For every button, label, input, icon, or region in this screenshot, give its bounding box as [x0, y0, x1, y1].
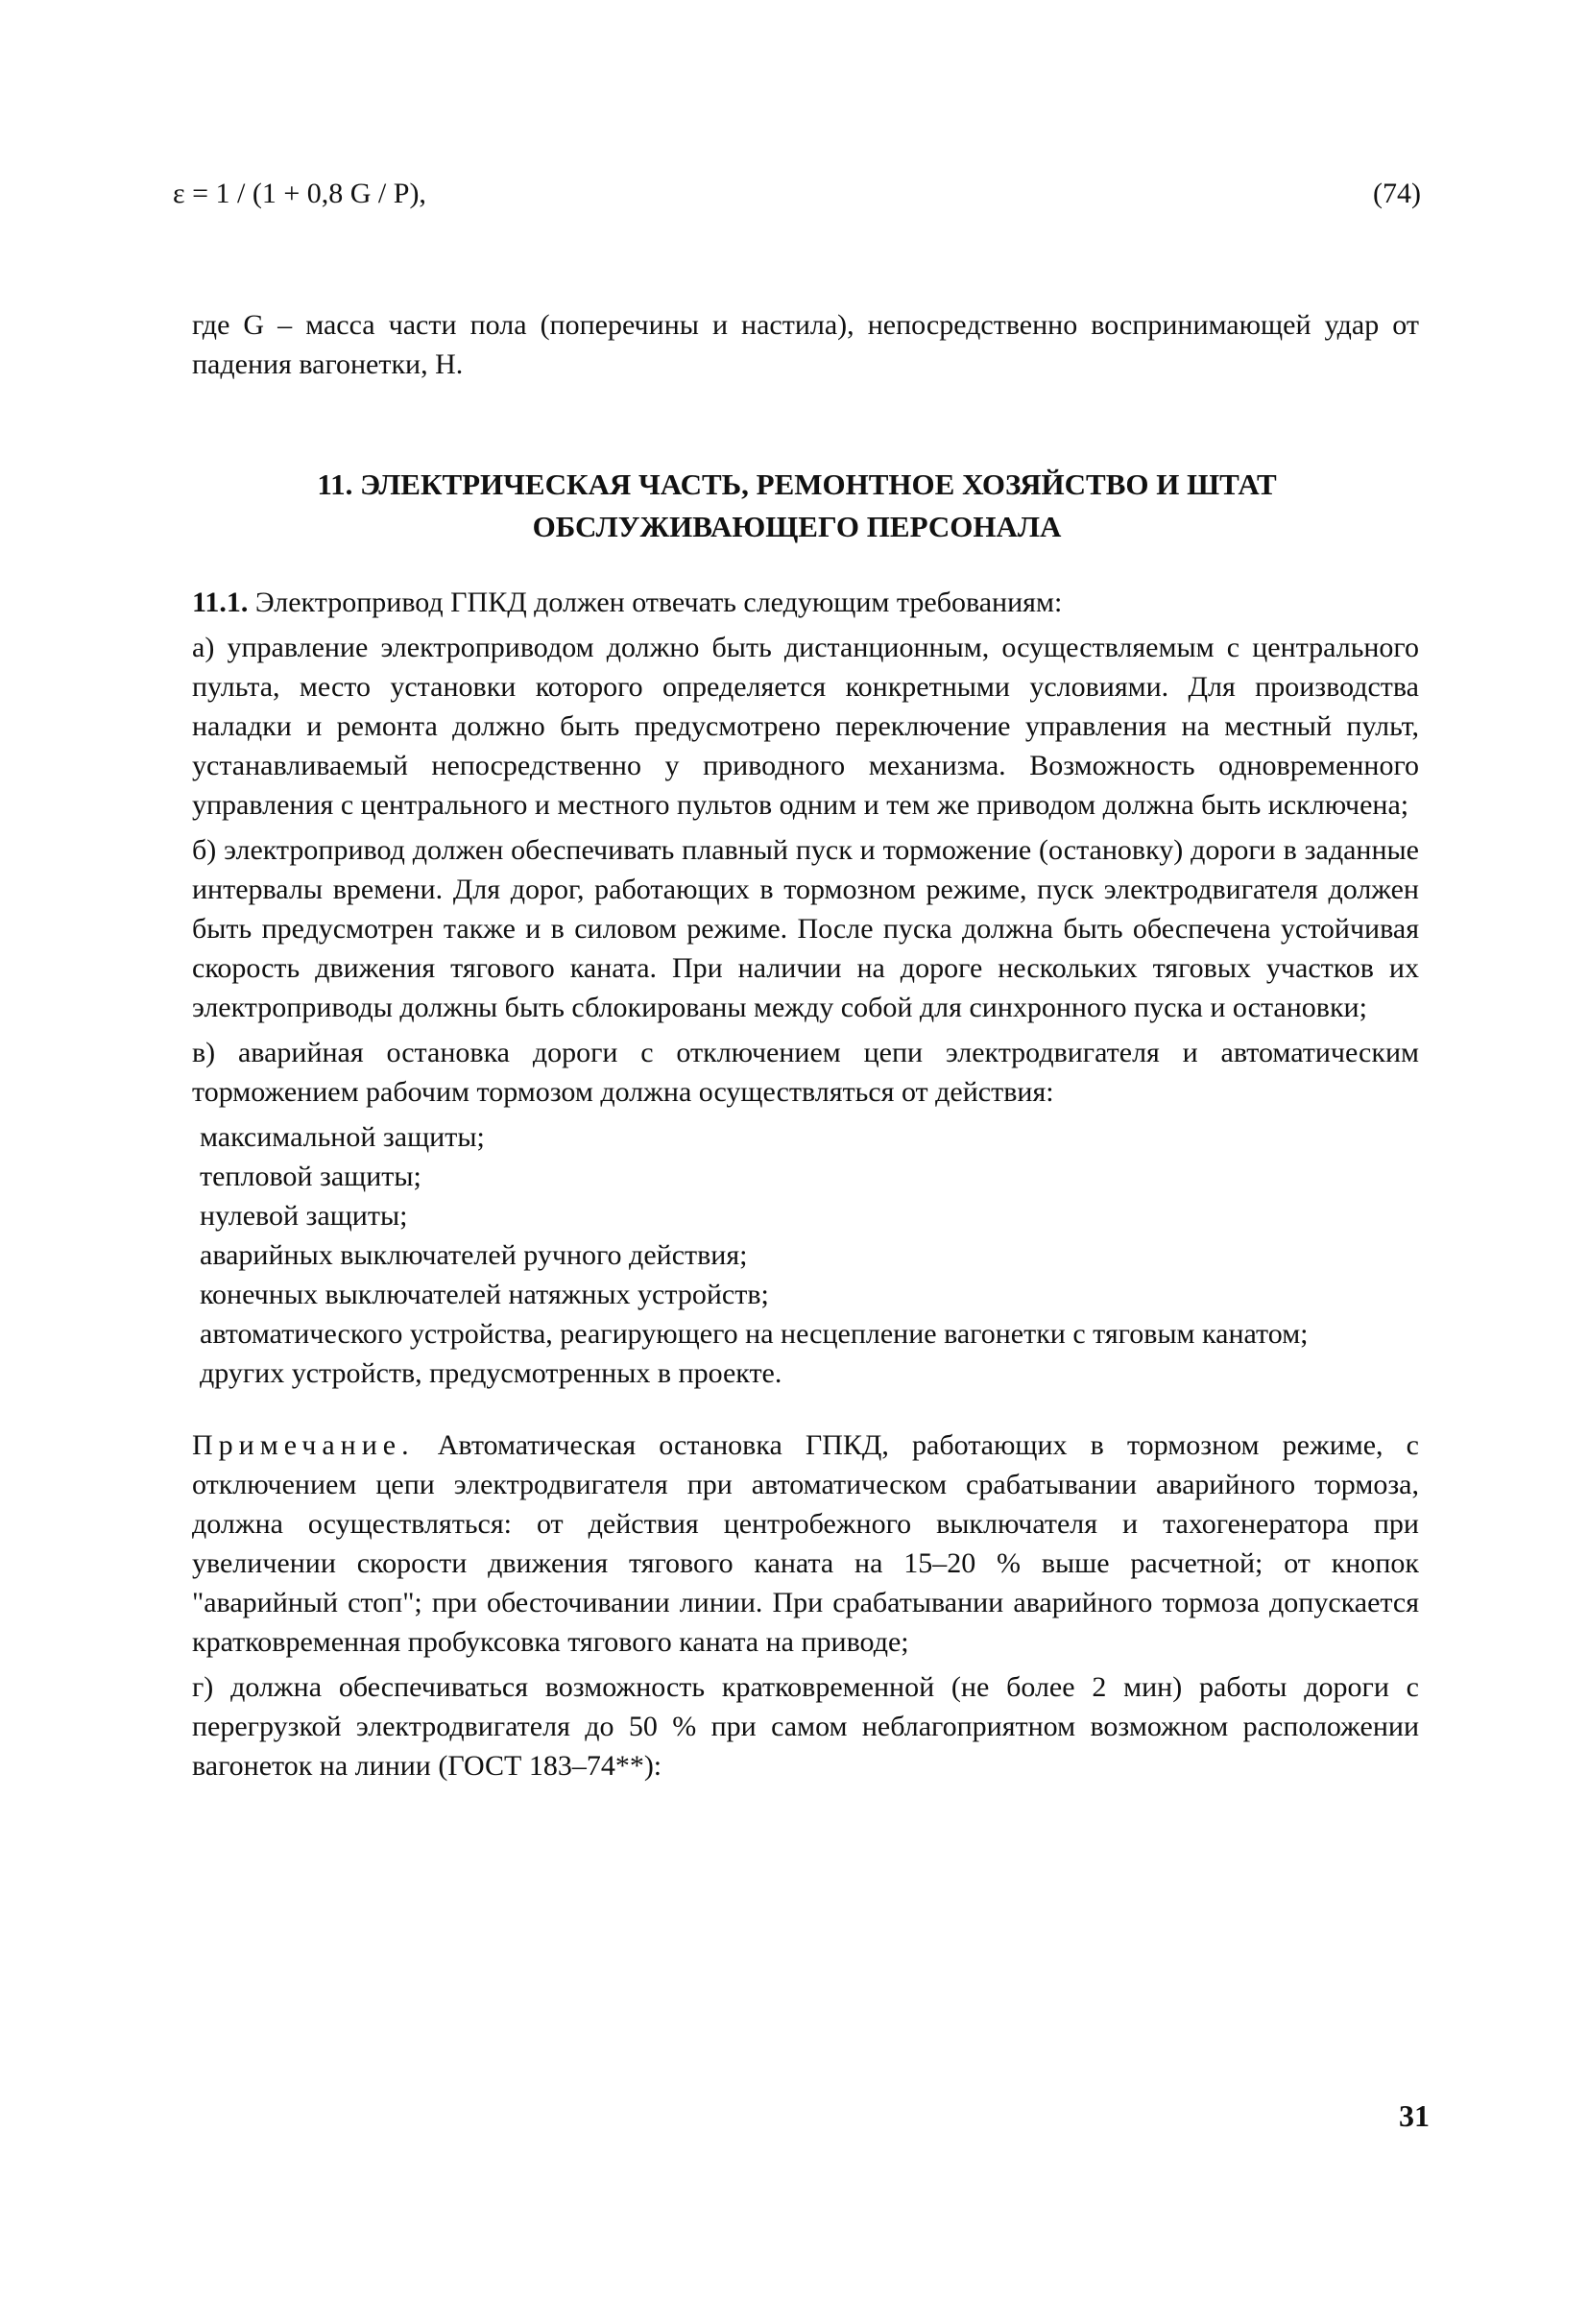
- note-label: Примечание.: [192, 1429, 415, 1461]
- item-a: а) управление электроприводом должно быть дистанционным, осуществляемым с центрального пульта, место установки которого определяется конкретными условиями. Для производства наладки и ремонта должно быть предусмотрено переключение управления на местный пульт, устанавливаемый непосредственно у приводного механизма. Возможность одновременного управления с центрального и местного пультов одним и тем же приводом должна быть исключена;: [192, 632, 1419, 821]
- protection-list: [192, 1117, 1419, 1393]
- list-item: автоматического устройства, реагирующего на несцепление вагонетки с тяговым канатом;: [200, 1318, 1309, 1350]
- list-item: конечных выключателей натяжных устройств;: [200, 1279, 769, 1310]
- section-heading-line-2: ОБСЛУЖИВАЮЩЕГО ПЕРСОНАЛА: [532, 510, 1062, 543]
- section-body: [192, 583, 1419, 1791]
- note-text: Автоматическая остановка ГПКД, работающих в тормозном режиме, с отключением цепи электродвигателя при автоматическом срабатывании аварийного тормоза, должна осуществляться: от действия центробежного выключателя и тахогенератора при увеличении скорости движения тягового каната на 15–20 % выше расчетной; от кнопок "аварийный стоп"; при обесточивании линии. При срабатывании аварийного тормоза допускается кратковременная пробуксовка тягового каната на приводе;: [192, 1429, 1419, 1658]
- list-item: максимальной защиты;: [200, 1121, 485, 1153]
- list-item: нулевой защиты;: [200, 1200, 408, 1232]
- section-heading-line-1: 11. ЭЛЕКТРИЧЕСКАЯ ЧАСТЬ, РЕМОНТНОЕ ХОЗЯЙСТВО И ШТАТ: [317, 467, 1277, 501]
- list-item: тепловой защиты;: [200, 1161, 421, 1192]
- item-b: б) электропривод должен обеспечивать плавный пуск и торможение (остановку) дороги в заданные интервалы времени. Для дорог, работающих в тормозном режиме, пуск электродвигателя должен быть предусмотрен также и в силовом режиме. После пуска должна быть обеспечена устойчивая скорость движения тягового каната. При наличии на дороге нескольких тяговых участков их электроприводы должны быть сблокированы между собой для синхронного пуска и остановки;: [192, 834, 1419, 1023]
- formula-expression: ε = 1 / (1 + 0,8 G / P),: [173, 178, 426, 209]
- note: [192, 1426, 1419, 1662]
- formula-number: (74): [1373, 178, 1421, 209]
- list-item: других устройств, предусмотренных в проекте.: [200, 1357, 782, 1389]
- spacer: [192, 1393, 1419, 1426]
- list-item: аварийных выключателей ручного действия;: [200, 1239, 748, 1271]
- item-v: в) аварийная остановка дороги с отключением цепи электродвигателя и автоматическим торможением рабочим тормозом должна осуществляться от действия:: [192, 1037, 1419, 1108]
- formula-explanation: где G – масса части пола (поперечины и настила), непосредственно воспринимающей удар от падения вагонетки, Н.: [192, 309, 1419, 380]
- clause-intro-text: Электропривод ГПКД должен отвечать следующим требованиям:: [254, 587, 1063, 618]
- clause-number: 11.1.: [192, 587, 249, 618]
- section-intro: [192, 583, 1419, 622]
- formula-74: [173, 178, 1421, 226]
- page-number: 31: [1399, 2098, 1430, 2133]
- section-heading: [173, 464, 1421, 548]
- item-g: г) должна обеспечиваться возможность кратковременной (не более 2 мин) работы дороги с перегрузкой электродвигателя до 50 % при самом неблагоприятном возможном расположении вагонеток на линии (ГОСТ 183–74**):: [192, 1671, 1419, 1782]
